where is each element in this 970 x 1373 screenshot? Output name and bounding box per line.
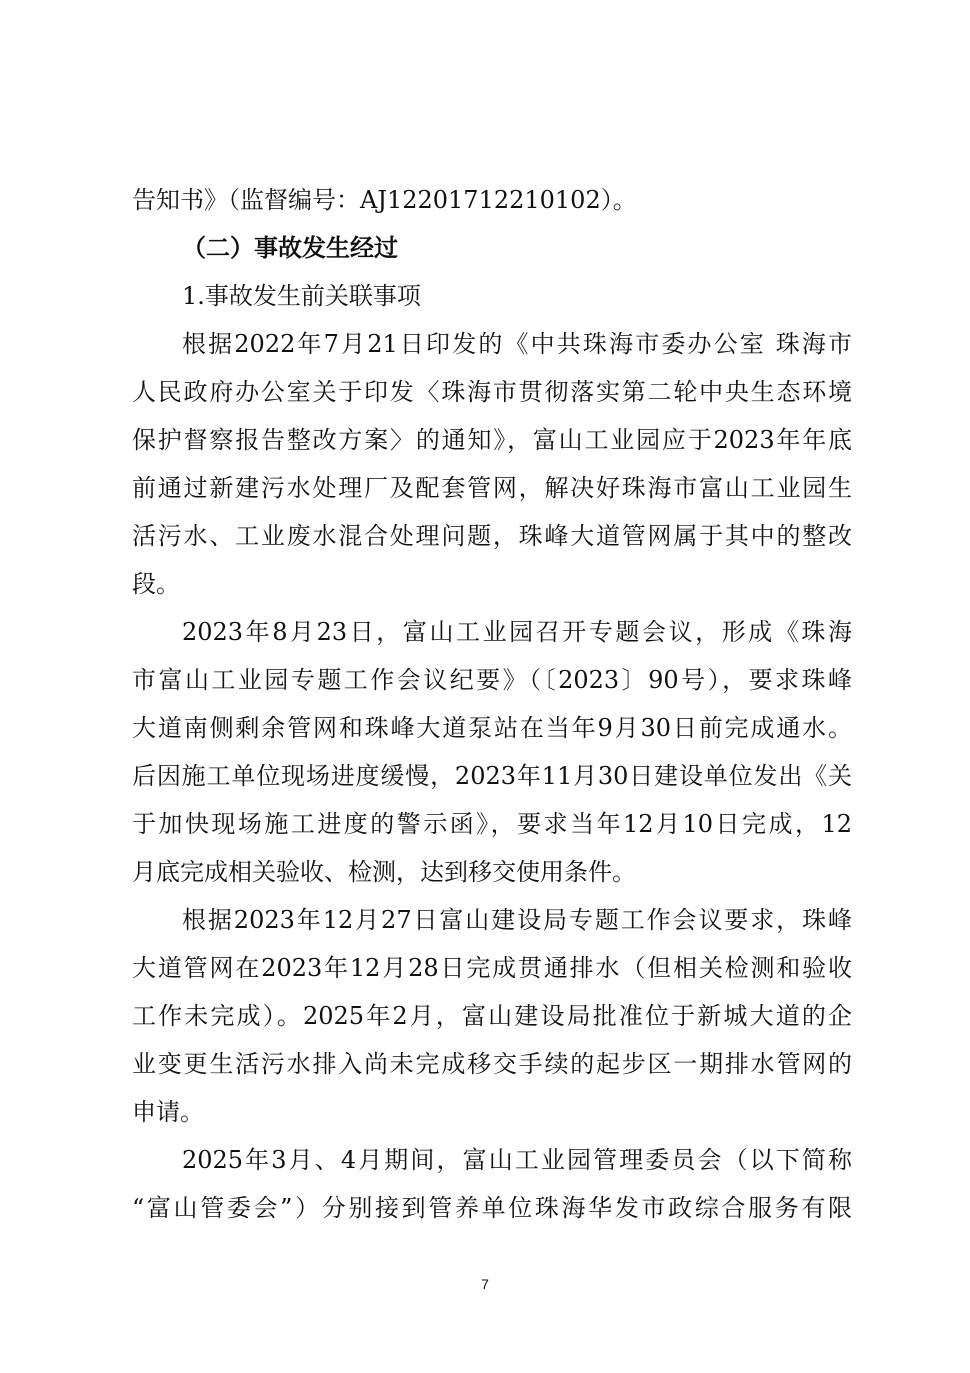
text-line: 保护督察报告整改方案〉的通知》，富山工业园应于2023年年底 <box>132 426 852 454</box>
text-line: 申请。 <box>132 1098 204 1126</box>
text-line: 人民政府办公室关于印发〈珠海市贯彻落实第二轮中央生态环境 <box>132 378 852 406</box>
text-line: 后因施工单位现场进度缓慢，2023年11月30日建设单位发出《关 <box>132 762 852 790</box>
text-line: 市富山工业园专题工作会议纪要》（〔2023〕90号），要求珠峰 <box>132 666 852 694</box>
text-line: 活污水、工业废水混合处理问题，珠峰大道管网属于其中的整改 <box>132 522 852 550</box>
text-line: 前通过新建污水处理厂及配套管网，解决好珠海市富山工业园生 <box>132 474 852 502</box>
text-line: “富山管委会”）分别接到管养单位珠海华发市政综合服务有限 <box>132 1194 852 1222</box>
subsection-heading: 1.事故发生前关联事项 <box>182 282 421 310</box>
text-line: 2025年3月、4月期间，富山工业园管理委员会（以下简称 <box>182 1146 852 1174</box>
page-number: 7 <box>481 1276 489 1292</box>
text-line: 段。 <box>132 570 180 598</box>
text-line: 大道南侧剩余管网和珠峰大道泵站在当年9月30日前完成通水。 <box>132 714 852 742</box>
text-line: 根据2022年7月21日印发的《中共珠海市委办公室 珠海市 <box>182 330 852 358</box>
text-line: 根据2023年12月27日富山建设局专题工作会议要求，珠峰 <box>182 906 852 934</box>
text-line: 工作未完成）。2025年2月，富山建设局批准位于新城大道的企 <box>132 1002 852 1030</box>
text-line: 月底完成相关验收、检测，达到移交使用条件。 <box>132 858 636 886</box>
text-line: 2023年8月23日，富山工业园召开专题会议，形成《珠海 <box>182 618 852 646</box>
text-line: 大道管网在2023年12月28日完成贯通排水（但相关检测和验收 <box>132 954 852 982</box>
text-line: 于加快现场施工进度的警示函》，要求当年12月10日完成，12 <box>132 810 852 838</box>
section-heading: （二）事故发生经过 <box>182 233 398 262</box>
text-line: 告知书》（监督编号：AJ12201712210102）。 <box>132 186 637 214</box>
text-line: 业变更生活污水排入尚未完成移交手续的起步区一期排水管网的 <box>132 1050 852 1078</box>
